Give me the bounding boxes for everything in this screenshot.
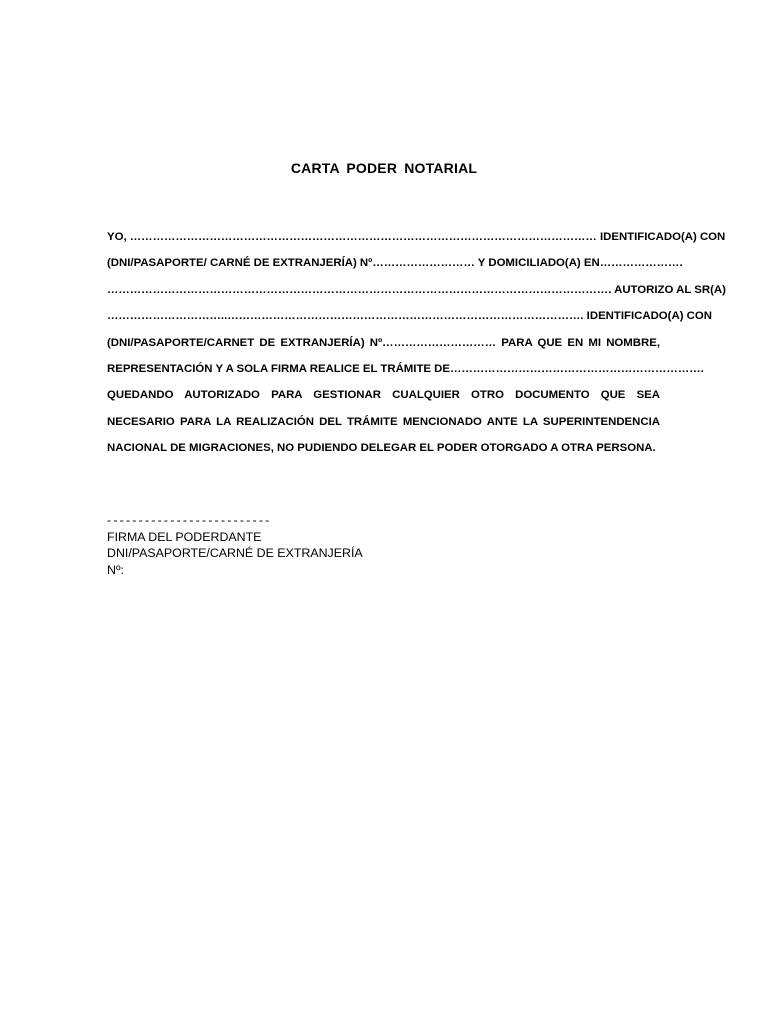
signature-label: FIRMA DEL PODERDANTE <box>107 529 262 544</box>
body-line: YO, …………………………………………………………………………………………………………… IDENTIFICADO(A) CON <box>107 231 726 243</box>
body-line: QUEDANDO AUTORIZADO PARA GESTIONAR CUALQUIER OTRO DOCUMENTO QUE SEA <box>107 389 660 402</box>
body-line: (DNI/PASAPORTE/CARNET DE EXTRANJERÍA) Nº………………………… PARA QUE EN MI NOMBRE, <box>107 336 660 349</box>
body-line: REPRESENTACIÓN Y A SOLA FIRMA REALICE EL TRÁMITE DE…………………………………………………………. <box>107 362 704 375</box>
signature-id-label: DNI/PASAPORTE/CARNÉ DE EXTRANJERÍA <box>107 546 363 560</box>
body-line: …………………………..…………………………………………………………………………………. IDENTIFICADO(A) CON <box>107 310 712 323</box>
signature-block <box>107 512 363 578</box>
body-line: NECESARIO PARA LA REALIZACIÓN DEL TRÁMITE MENCIONADO ANTE LA SUPERINTENDENCIA <box>107 415 660 428</box>
signature-line: -------------------------- <box>107 513 272 527</box>
body-line: ……………………………………………………………………………………………………………………. AUTORIZO AL SR(A) <box>107 283 726 296</box>
body-line: (DNI/PASAPORTE/ CARNÉ DE EXTRANJERÍA) Nº……………………… Y DOMICILIADO(A) EN…………………. <box>107 257 683 270</box>
document-title: CARTA PODER NOTARIAL <box>290 160 478 176</box>
document-body <box>107 224 726 462</box>
signature-number-label: Nº: <box>107 562 124 577</box>
body-line: NACIONAL DE MIGRACIONES, NO PUDIENDO DELEGAR EL PODER OTORGADO A OTRA PERSONA. <box>107 442 656 455</box>
